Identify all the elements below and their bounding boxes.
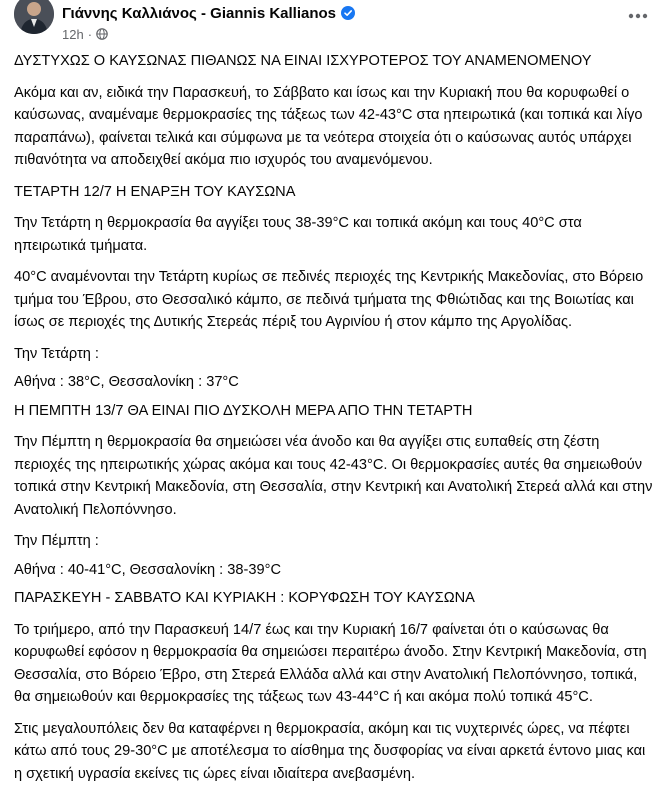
more-options-icon bbox=[628, 13, 648, 19]
globe-icon[interactable] bbox=[96, 28, 108, 40]
avatar-image bbox=[14, 0, 54, 34]
post-paragraph: 40°C αναμένονται την Τετάρτη κυρίως σε πεδινές περιοχές της Κεντρικής Μακεδονίας, στο Βόρειο τμήμα του Έβρου, στο Θεσσαλικό κάμπο, σε πεδινά τμήματα της Φθιώτιδας και της Βοιωτίας και ίσως σε περιοχές της Δυτικής Στερεάς πέριξ του Αγρινίου ή στον κάμπο της Αργολίδας. bbox=[14, 269, 644, 330]
wednesday-label: Την Τετάρτη : bbox=[14, 345, 99, 362]
avatar[interactable] bbox=[14, 0, 54, 34]
section-heading-weekend: ΠΑΡΑΣΚΕΥΗ - ΣΑΒΒΑΤΟ ΚΑΙ ΚΥΡΙΑΚΗ : ΚΟΡΥΦΩΣΗ ΤΟΥ ΚΑΥΣΩΝΑ bbox=[14, 590, 475, 606]
meta-separator: · bbox=[87, 26, 93, 42]
post-header bbox=[0, 0, 665, 44]
section-heading-wednesday: ΤΕΤΑΡΤΗ 12/7 Η ΕΝΑΡΞΗ ΤΟΥ ΚΑΥΣΩΝΑ bbox=[14, 183, 296, 200]
post-headline: ΔΥΣΤΥΧΩΣ Ο ΚΑΥΣΩΝΑΣ ΠΙΘΑΝΩΣ ΝΑ ΕΙΝΑΙ ΙΣΧΥΡΟΤΕΡΟΣ ΤΟΥ ΑΝΑΜΕΝΟΜΕΝΟΥ bbox=[14, 53, 592, 69]
author-name[interactable]: Γιάννης Καλλιάνος - Giannis Kallianos bbox=[62, 4, 337, 22]
post-paragraph: Την Πέμπτη η θερμοκρασία θα σημειώσει νέα άνοδο και θα αγγίξει στις ευπαθείς στη ζέστη περιοχές της ηπειρωτικής χώρας ακόμα και τους 42-43°C. Οι θερμοκρασίες αυτές θα σημειωθούν τοπικά στην Κεντρική Μακεδονία, στη Θεσσαλία, στην Κεντρική και Ανατολική Στερεά αλλά και στην Ανατολική Πελοπόννησο. bbox=[14, 434, 653, 518]
post-meta bbox=[62, 26, 108, 42]
post-paragraph: Την Τετάρτη η θερμοκρασία θα αγγίξει τους 38-39°C και τοπικά ακόμη και τους 40°C στα ηπειρωτικά τμήματα. bbox=[14, 215, 582, 254]
author-row bbox=[62, 3, 355, 23]
thursday-forecast: Αθήνα : 40-41°C, Θεσσαλονίκη : 38-39°C bbox=[14, 561, 281, 578]
verified-badge-icon bbox=[341, 6, 355, 20]
wednesday-forecast: Αθήνα : 38°C, Θεσσαλονίκη : 37°C bbox=[14, 374, 239, 390]
post-timestamp[interactable]: 12h bbox=[62, 26, 84, 42]
post-paragraph: Το τριήμερο, από την Παρασκευή 14/7 έως και την Κυριακή 16/7 φαίνεται ότι ο καύσωνας θα κορυφωθεί εφόσον η θερμοκρασία θα σημειώσει περαιτέρω άνοδο. Στην Κεντρική Μακεδονία, στη Θεσσαλία, στο Βόρειο Έβρο, στη Στερεά Ελλάδα αλλά και στην Ανατολική Πελοπόννησο, τοπικά, θα σημειωθούν και θερμοκρασίες της τάξεως των 43-44°C ή και ακόμα πολύ τοπικά 45°C. bbox=[14, 621, 647, 705]
section-heading-thursday: Η ΠΕΜΠΤΗ 13/7 ΘΑ ΕΙΝΑΙ ΠΙΟ ΔΥΣΚΟΛΗ ΜΕΡΑ ΑΠΟ ΤΗΝ ΤΕΤΑΡΤΗ bbox=[14, 402, 473, 419]
post-text bbox=[14, 50, 654, 794]
post-paragraph: Στις μεγαλουπόλεις δεν θα καταφέρνει η θερμοκρασία, ακόμη και τις νυχτερινές ώρες, να πέφτει κάτω από τους 29-30°C με αποτέλεσμα το αίσθημα της δυσφορίας να είναι αρκετά έντονο μιας και η σχετική υγρασία εκείνες τις ώρες είναι ιδιαίτερα ανεβασμένη. bbox=[14, 720, 646, 782]
post-paragraph: Ακόμα και αν, ειδικά την Παρασκευή, το Σάββατο και ίσως και την Κυριακή που θα κορυφωθεί ο καύσωνας, αναμέναμε θερμοκρασίες της τάξεως των 42-43°C στα ηπειρωτικά (και τοπικά και λίγο παραπάνω), φαίνεται τελικά και σύμφωνα με τα νεότερα στοιχεία ότι ο καύσωνας αυτός υπάρχει πιθανότητα να αποδειχθεί ακόμα πιο ισχυρός του αναμενόμενου. bbox=[14, 84, 643, 168]
more-options-button[interactable] bbox=[625, 6, 651, 26]
thursday-label: Την Πέμπτη : bbox=[14, 533, 99, 549]
